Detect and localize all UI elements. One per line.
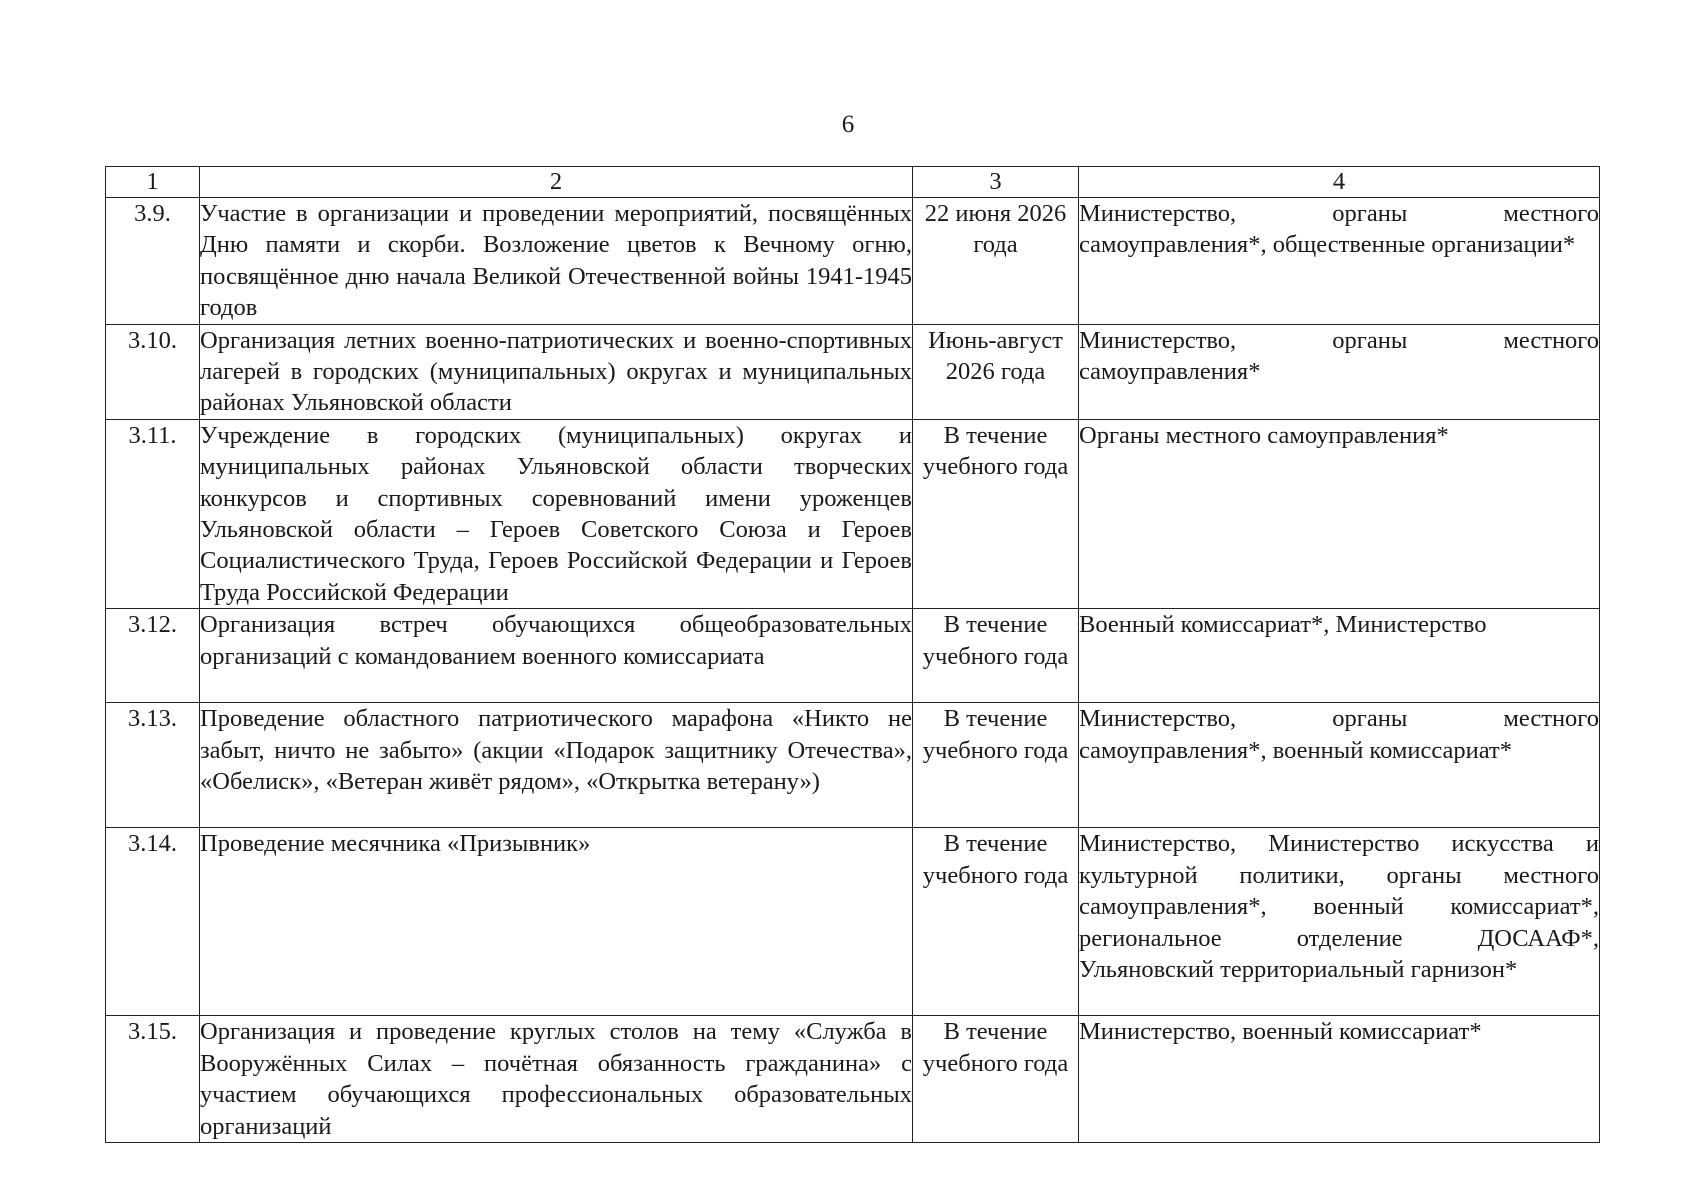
table-row xyxy=(106,324,1600,419)
table-row xyxy=(106,198,1600,325)
event-term: В течение учебного года xyxy=(913,609,1079,703)
event-term: В течение учебного года xyxy=(913,1016,1079,1143)
event-term: В течение учебного года xyxy=(913,419,1079,608)
event-responsible: Министерство, органы местного самоуправления*, военный комиссариат* xyxy=(1079,703,1600,828)
table-header-row xyxy=(106,167,1600,198)
event-description: Организация встреч обучающихся общеобразовательных организаций с командованием военного комиссариата xyxy=(200,609,913,703)
event-responsible: Министерство, органы местного самоуправления* xyxy=(1079,324,1600,419)
table-row xyxy=(106,828,1600,1016)
event-description: Участие в организации и проведении мероприятий, посвящённых Дню памяти и скорби. Возложение цветов к Вечному огню, посвящённое дню начала Великой Отечественной войны 1941-1945 годов xyxy=(200,198,913,325)
table-row xyxy=(106,703,1600,828)
row-number: 3.13. xyxy=(106,703,200,828)
row-number: 3.15. xyxy=(106,1016,200,1143)
event-responsible: Министерство, органы местного самоуправления*, общественные организации* xyxy=(1079,198,1600,325)
row-number: 3.14. xyxy=(106,828,200,1016)
row-number: 3.9. xyxy=(106,198,200,325)
row-number: 3.12. xyxy=(106,609,200,703)
events-table xyxy=(105,166,1600,1143)
row-number: 3.11. xyxy=(106,419,200,608)
column-header-number: 1 xyxy=(106,167,200,198)
table-row xyxy=(106,1016,1600,1143)
event-term: 22 июня 2026 года xyxy=(913,198,1079,325)
event-description: Проведение месячника «Призывник» xyxy=(200,828,913,1016)
event-description: Проведение областного патриотического марафона «Никто не забыт, ничто не забыто» (акции «Подарок защитнику Отечества», «Обелиск», «Ветеран живёт рядом», «Открытка ветерану») xyxy=(200,703,913,828)
column-header-event: 2 xyxy=(200,167,913,198)
table-row xyxy=(106,609,1600,703)
event-description: Организация и проведение круглых столов на тему «Служба в Вооружённых Силах – почётная обязанность гражданина» с участием обучающихся профессиональных образовательных организаций xyxy=(200,1016,913,1143)
event-description: Организация летних военно-патриотических и военно-спортивных лагерей в городских (муниципальных) округах и муниципальных районах Ульяновской области xyxy=(200,324,913,419)
event-responsible: Министерство, Министерство искусства и культурной политики, органы местного самоуправления*, военный комиссариат*, региональное отделение ДОСААФ*, Ульяновский территориальный гарнизон* xyxy=(1079,828,1600,1016)
row-number: 3.10. xyxy=(106,324,200,419)
page-number: 6 xyxy=(841,111,855,138)
event-description: Учреждение в городских (муниципальных) округах и муниципальных районах Ульяновской области творческих конкурсов и спортивных соревнований имени уроженцев Ульяновской области – Героев Советского Союза и Героев Социалистического Труда, Героев Российской Федерации и Героев Труда Российской Федерации xyxy=(200,419,913,608)
column-header-responsible: 4 xyxy=(1079,167,1600,198)
event-responsible: Военный комиссариат*, Министерство xyxy=(1079,609,1600,703)
event-responsible: Министерство, военный комиссариат* xyxy=(1079,1016,1600,1143)
event-term: В течение учебного года xyxy=(913,828,1079,1016)
event-term: В течение учебного года xyxy=(913,703,1079,828)
event-responsible: Органы местного самоуправления* xyxy=(1079,419,1600,608)
event-term: Июнь-август 2026 года xyxy=(913,324,1079,419)
column-header-term: 3 xyxy=(913,167,1079,198)
table-row xyxy=(106,419,1600,608)
